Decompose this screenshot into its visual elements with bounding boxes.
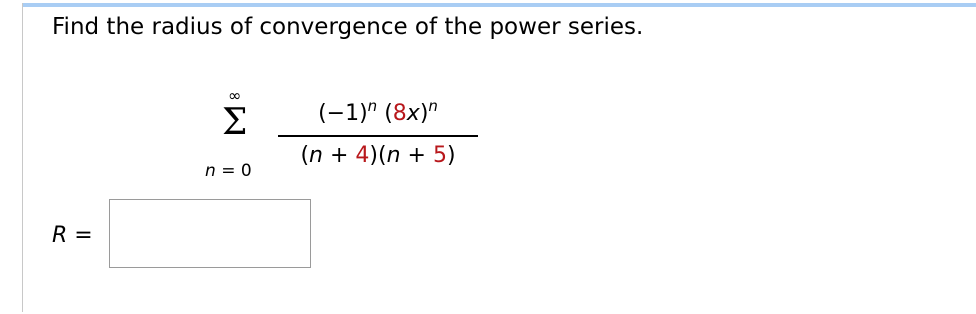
fraction-numerator	[276, 99, 480, 129]
lower-index-variable: n	[205, 161, 216, 181]
radius-answer-input[interactable]	[109, 199, 311, 268]
den-n-2: n	[386, 143, 401, 168]
den-middle-parens: )(	[369, 143, 387, 168]
den-plus-1: +	[322, 143, 356, 168]
x-term-exponent: n	[428, 97, 438, 115]
answer-variable-r: R	[52, 223, 68, 248]
den-constant-5: 5	[432, 143, 447, 168]
top-accent-bar	[22, 3, 976, 7]
answer-equals-sign: =	[74, 223, 93, 248]
den-n-1: n	[309, 143, 323, 168]
den-open-paren-1: (	[300, 143, 310, 168]
lower-equals-sign: =	[221, 161, 236, 181]
den-close-paren-2: )	[446, 143, 456, 168]
open-paren: (	[384, 101, 393, 126]
x-variable: x	[406, 101, 420, 126]
question-text: Find the radius of convergence of the power series.	[52, 14, 644, 40]
summation-symbol: Σ	[222, 102, 248, 143]
close-paren: )	[419, 101, 429, 126]
fraction-denominator	[276, 141, 480, 171]
neg-one-term: (−1)	[318, 101, 368, 126]
lower-index-value: 0	[240, 161, 252, 181]
coefficient-8: 8	[392, 101, 407, 126]
neg-one-exponent: n	[367, 97, 378, 115]
sum-upper-limit: ∞	[228, 86, 242, 105]
left-border-line	[22, 3, 23, 312]
answer-label	[52, 222, 93, 250]
fraction-bar	[278, 135, 478, 137]
den-constant-4: 4	[355, 143, 370, 168]
sum-lower-limit	[205, 160, 252, 182]
den-plus-2: +	[400, 143, 433, 168]
